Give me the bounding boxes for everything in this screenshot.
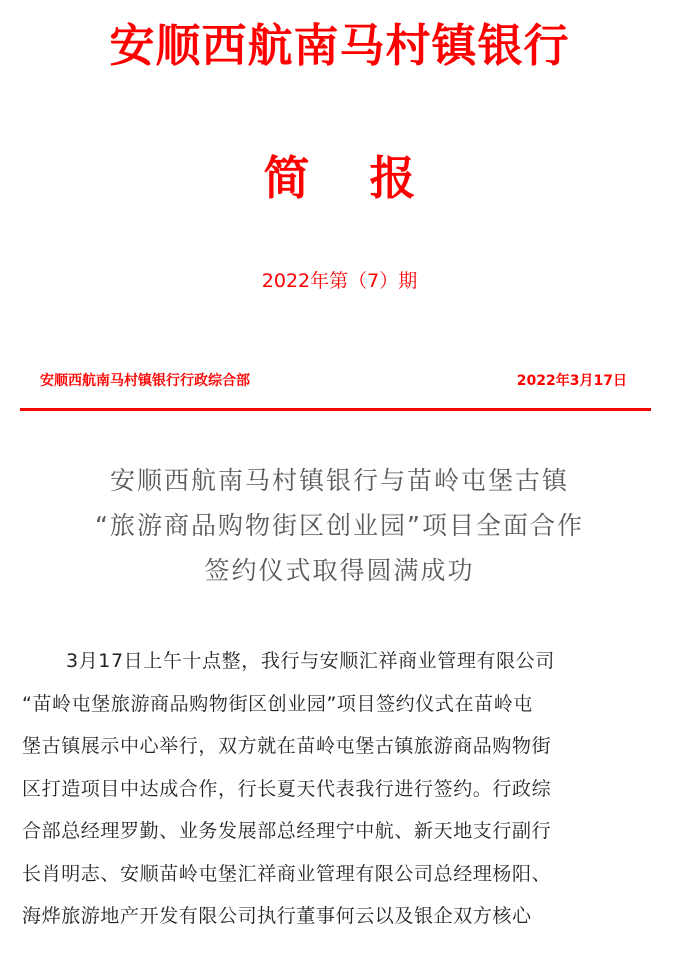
body-line: 区打造项目中达成合作，行长夏天代表我行进行签约。行政综 bbox=[22, 777, 552, 800]
body-line: 堡古镇展示中心举行，双方就在苗岭屯堡古镇旅游商品购物街 bbox=[22, 735, 552, 757]
issue-number: 2022年第（7）期 bbox=[261, 270, 418, 292]
body-line: 海烨旅游地产开发有限公司执行董事何云以及银企双方核心 bbox=[22, 905, 532, 927]
issue-date: 2022年3月17日 bbox=[516, 373, 627, 389]
body-line: 长肖明志、安顺苗岭屯堡汇祥商业管理有限公司总经理杨阳、 bbox=[22, 862, 552, 885]
article-title-line: 安顺西航南马村镇银行与苗岭屯堡古镇 bbox=[109, 466, 569, 495]
body-line: 合部总经理罗勤、业务发展部总经理宁中航、新天地支行副行 bbox=[22, 820, 552, 842]
article-title-line: 签约仪式取得圆满成功 bbox=[204, 556, 475, 585]
article-title-line: “旅游商品购物街区创业园”项目全面合作 bbox=[95, 511, 584, 540]
article-body bbox=[22, 640, 652, 938]
body-line: “苗岭屯堡旅游商品购物街区创业园”项目签约仪式在苗岭屯 bbox=[22, 692, 533, 715]
issuing-department: 安顺西航南马村镇银行行政综合部 bbox=[40, 373, 250, 389]
red-divider-rule bbox=[20, 408, 651, 411]
masthead-bank-name: 安顺西航南马村镇银行 bbox=[109, 19, 570, 72]
document-type-heading: 简报 bbox=[263, 151, 476, 205]
article-title bbox=[0, 458, 679, 593]
body-line: 3月17日上午十点整，我行与安顺汇祥商业管理有限公司 bbox=[66, 650, 555, 672]
